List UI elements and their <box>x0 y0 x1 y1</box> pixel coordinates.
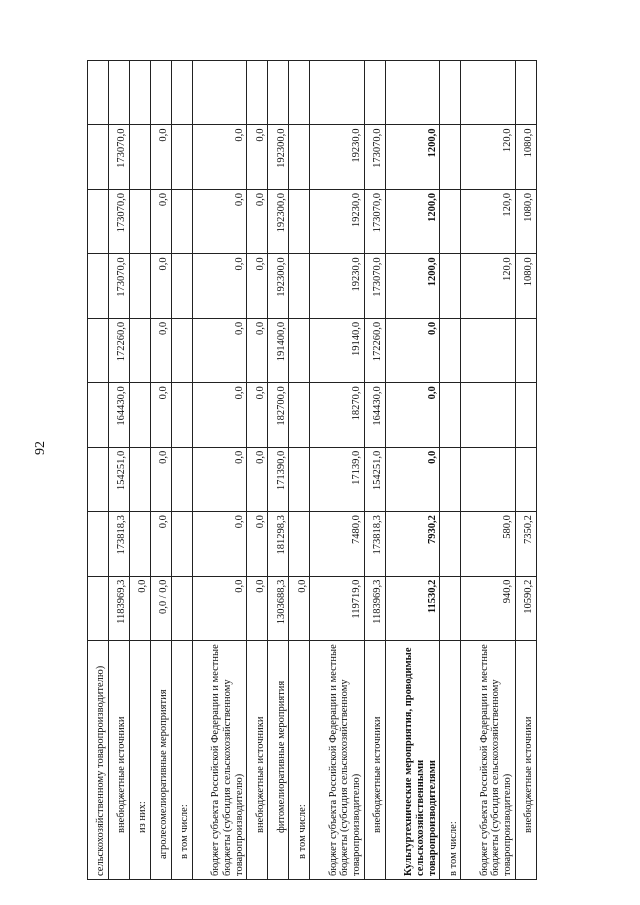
row-label: внебюджетные источники <box>247 641 268 880</box>
value-cell: 154251,0 <box>364 447 385 511</box>
value-cell: 0,0 <box>193 576 247 640</box>
table-row <box>247 61 268 880</box>
value-cell: 0,0 <box>193 318 247 382</box>
value-cell <box>289 189 310 253</box>
row-label: бюджет субъекта Российской Федерации и местные бюджеты (субсидия сельскохозяйственному товаропроизводителю) <box>310 641 364 880</box>
table-row <box>88 61 109 880</box>
value-cell <box>130 512 151 576</box>
value-cell: 1080,0 <box>515 254 536 318</box>
value-cell <box>172 512 193 576</box>
value-cell <box>247 61 268 126</box>
table-body <box>88 61 537 880</box>
value-cell: 0,0 <box>247 447 268 511</box>
value-cell: 164430,0 <box>364 383 385 447</box>
value-cell: 154251,0 <box>109 447 130 511</box>
value-cell <box>88 125 109 189</box>
value-cell <box>289 512 310 576</box>
value-cell <box>440 383 461 447</box>
value-cell: 173070,0 <box>109 254 130 318</box>
value-cell: 0,0 <box>247 318 268 382</box>
value-cell <box>88 447 109 511</box>
value-cell: 0,0 <box>289 576 310 640</box>
value-cell <box>289 447 310 511</box>
value-cell: 120,0 <box>461 254 515 318</box>
value-cell: 1080,0 <box>515 189 536 253</box>
value-cell: 0,0 <box>151 447 172 511</box>
value-cell: 17139,0 <box>310 447 364 511</box>
value-cell: 0,0 <box>247 512 268 576</box>
value-cell: 19230,0 <box>310 254 364 318</box>
row-label: сельскохозяйственному товаропроизводителю) <box>88 641 109 880</box>
value-cell: 192300,0 <box>268 125 289 189</box>
value-cell: 1200,0 <box>385 189 439 253</box>
value-cell <box>172 61 193 126</box>
value-cell: 0,0 <box>130 576 151 640</box>
value-cell <box>268 61 289 126</box>
table-row <box>109 61 130 880</box>
value-cell: 18270,0 <box>310 383 364 447</box>
value-cell <box>385 61 439 126</box>
value-cell: 173070,0 <box>109 125 130 189</box>
value-cell: 940,0 <box>461 576 515 640</box>
value-cell: 19140,0 <box>310 318 364 382</box>
value-cell <box>130 383 151 447</box>
value-cell: 192300,0 <box>268 189 289 253</box>
value-cell <box>440 254 461 318</box>
value-cell: 0,0 <box>151 512 172 576</box>
value-cell: 173070,0 <box>109 189 130 253</box>
value-cell: 0,0 <box>247 254 268 318</box>
value-cell <box>130 61 151 126</box>
row-label: из них: <box>130 641 151 880</box>
value-cell: 0,0 <box>193 189 247 253</box>
value-cell: 1183969,3 <box>364 576 385 640</box>
value-cell <box>88 254 109 318</box>
value-cell: 0,0 / 0,0 <box>151 576 172 640</box>
value-cell <box>130 189 151 253</box>
value-cell <box>440 447 461 511</box>
value-cell <box>88 383 109 447</box>
table-row <box>364 61 385 880</box>
value-cell <box>515 61 536 126</box>
value-cell: 11530,2 <box>385 576 439 640</box>
value-cell: 1303688,3 <box>268 576 289 640</box>
row-label: в том числе: <box>172 641 193 880</box>
value-cell <box>461 383 515 447</box>
value-cell: 1080,0 <box>515 125 536 189</box>
value-cell <box>515 318 536 382</box>
value-cell <box>193 61 247 126</box>
value-cell: 0,0 <box>385 447 439 511</box>
value-cell <box>88 318 109 382</box>
value-cell <box>515 383 536 447</box>
value-cell <box>440 576 461 640</box>
value-cell <box>172 447 193 511</box>
value-cell <box>88 61 109 126</box>
value-cell: 0,0 <box>193 254 247 318</box>
value-cell: 1183969,3 <box>109 576 130 640</box>
value-cell: 172260,0 <box>109 318 130 382</box>
value-cell: 0,0 <box>151 383 172 447</box>
value-cell <box>172 383 193 447</box>
table-row <box>385 61 439 880</box>
value-cell: 0,0 <box>247 576 268 640</box>
table-row <box>268 61 289 880</box>
value-cell: 0,0 <box>193 383 247 447</box>
value-cell: 120,0 <box>461 189 515 253</box>
value-cell: 119719,0 <box>310 576 364 640</box>
value-cell <box>440 189 461 253</box>
value-cell <box>88 512 109 576</box>
value-cell: 0,0 <box>247 383 268 447</box>
row-label: Культуртехнические мероприятия, проводимые сельскохозяйственными товаропроизводителями <box>385 641 439 880</box>
row-label: внебюджетные источники <box>364 641 385 880</box>
value-cell <box>461 318 515 382</box>
value-cell <box>109 61 130 126</box>
value-cell: 7480,0 <box>310 512 364 576</box>
table-row <box>172 61 193 880</box>
value-cell <box>440 125 461 189</box>
value-cell: 0,0 <box>193 447 247 511</box>
row-label: внебюджетные источники <box>109 641 130 880</box>
value-cell <box>130 318 151 382</box>
value-cell <box>461 447 515 511</box>
value-cell: 0,0 <box>193 512 247 576</box>
rotated-table-area <box>87 60 537 880</box>
value-cell <box>289 125 310 189</box>
value-cell: 181298,3 <box>268 512 289 576</box>
value-cell <box>151 61 172 126</box>
value-cell: 0,0 <box>151 125 172 189</box>
value-cell: 1200,0 <box>385 125 439 189</box>
value-cell: 0,0 <box>247 189 268 253</box>
value-cell: 580,0 <box>461 512 515 576</box>
value-cell <box>289 254 310 318</box>
value-cell: 182700,0 <box>268 383 289 447</box>
value-cell: 173070,0 <box>364 125 385 189</box>
value-cell <box>289 318 310 382</box>
value-cell <box>440 318 461 382</box>
value-cell <box>289 383 310 447</box>
row-label: фитомелиоративные мероприятия <box>268 641 289 880</box>
value-cell <box>515 447 536 511</box>
value-cell: 171390,0 <box>268 447 289 511</box>
value-cell <box>172 576 193 640</box>
value-cell: 7930,2 <box>385 512 439 576</box>
row-label: бюджет субъекта Российской Федерации и местные бюджеты (субсидия сельскохозяйственному товаропроизводителю) <box>193 641 247 880</box>
value-cell: 173070,0 <box>364 189 385 253</box>
table-row <box>193 61 247 880</box>
value-cell <box>440 512 461 576</box>
value-cell <box>364 61 385 126</box>
row-label: в том числе: <box>440 641 461 880</box>
value-cell: 0,0 <box>151 189 172 253</box>
value-cell <box>172 189 193 253</box>
table-row <box>151 61 172 880</box>
value-cell <box>88 576 109 640</box>
page-number: 92 <box>33 441 48 455</box>
table-row <box>515 61 536 880</box>
table-row <box>130 61 151 880</box>
value-cell: 191400,0 <box>268 318 289 382</box>
financing-table <box>87 60 537 880</box>
table-row <box>461 61 515 880</box>
value-cell: 0,0 <box>151 254 172 318</box>
value-cell: 173818,3 <box>109 512 130 576</box>
value-cell <box>172 125 193 189</box>
value-cell <box>130 447 151 511</box>
value-cell <box>130 254 151 318</box>
value-cell <box>289 61 310 126</box>
value-cell <box>130 125 151 189</box>
value-cell: 0,0 <box>385 318 439 382</box>
value-cell: 172260,0 <box>364 318 385 382</box>
table-row <box>440 61 461 880</box>
row-label: внебюджетные источники <box>515 641 536 880</box>
value-cell <box>440 61 461 126</box>
value-cell: 164430,0 <box>109 383 130 447</box>
value-cell: 120,0 <box>461 125 515 189</box>
value-cell: 0,0 <box>247 125 268 189</box>
row-label: агролесомелиоративные мероприятия <box>151 641 172 880</box>
table-row <box>310 61 364 880</box>
row-label: в том числе: <box>289 641 310 880</box>
value-cell: 173818,3 <box>364 512 385 576</box>
value-cell: 10590,2 <box>515 576 536 640</box>
value-cell: 19230,0 <box>310 189 364 253</box>
value-cell <box>88 189 109 253</box>
value-cell <box>310 61 364 126</box>
value-cell <box>461 61 515 126</box>
value-cell: 0,0 <box>151 318 172 382</box>
value-cell <box>172 254 193 318</box>
value-cell: 192300,0 <box>268 254 289 318</box>
value-cell: 0,0 <box>193 125 247 189</box>
value-cell: 0,0 <box>385 383 439 447</box>
value-cell: 173070,0 <box>364 254 385 318</box>
value-cell <box>172 318 193 382</box>
row-label: бюджет субъекта Российской Федерации и местные бюджеты (субсидия сельскохозяйственному товаропроизводителю) <box>461 641 515 880</box>
table-row <box>289 61 310 880</box>
value-cell: 1200,0 <box>385 254 439 318</box>
value-cell: 7350,2 <box>515 512 536 576</box>
value-cell: 19230,0 <box>310 125 364 189</box>
